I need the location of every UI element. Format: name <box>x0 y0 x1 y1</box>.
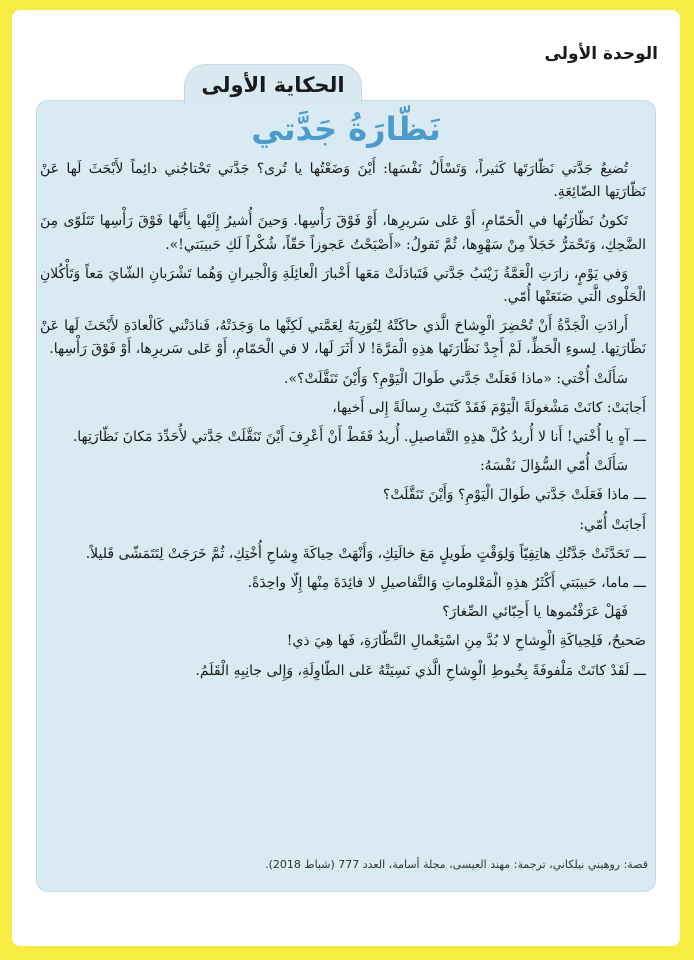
story-tab: الحكاية الأولى <box>184 64 362 105</box>
paragraph-13: فَهَلْ عَرَفْتُموها يا أَحِبّائي الصِّغارَ؟ <box>442 604 628 621</box>
paragraph-14: صَحيحٌ، فَلِحِياكَةِ الْوِشاحِ لا بُدَّ مِنِ اسْتِعْمالِ النَّظّارَةِ، فَها هِيَ ذي! <box>286 633 646 650</box>
paragraph-3: وَفي يَوْمٍ، زارَتِ الْعَمَّةُ زَيْنَبُ جَدَّتي فَتَبادَلَتْ مَعَها أَخْبارَ الْعائِلَةِ وَالْجيرانِ وَهُما تَشْرَبانِ الشّايَ مَعاً وَتَأْكُلانِ الْحَلْوى الَّتي صَنَعَتْها أُمّي. <box>40 265 646 306</box>
story-title: نَظّارَةُ جَدَّتي <box>251 110 441 148</box>
paragraph-4: أَرادَتِ الْجَدَّةُ أَنْ تُحْضِرَ الْوِشاحَ الَّذي حاكَتْهُ لِتُوَرِيَهُ لِعَمَّتي لَكِنَّها ما وَجَدَتْهُ، فَنادَتْني كَالْعادَةِ لأَبْحَثَ لَها عَنْ نَظّارَتِها. لِسوءِ الْحَظِّ، لَمْ أَجِدْ نَظّارَتَها هذِهِ الْمَرَّةَ! لا أَثَرَ لَها، لا في الْحَمّامِ، أَوْ عَلى سَريرِها، أَوْ فَوْقَ رَأْسِها. <box>40 318 646 358</box>
page <box>12 10 680 946</box>
paragraph-12: ـــ ماما، حَبيبَتي أَكْثَرُ هذِهِ الْمَعْلوماتِ وَالتَّفاصيلِ لا فائِدَةَ مِنْها إِلّا واحِدَةً. <box>247 575 646 592</box>
paragraph-7: ـــ آهٍ يا أُخْتي! أَنا لا أُريدُ كُلَّ هذِهِ التَّفاصيلِ. أُريدُ فَقَطْ أَنْ أَعْرِفَ أَيْنَ تَنَقَّلَتْ جَدَّتي لأُحَدِّدَ مَكانَ نَظّارَتِها. <box>72 429 646 446</box>
paragraph-9: ـــ ماذا فَعَلَتْ جَدَّتي طَوالَ الْيَوْمِ؟ وَأَيْنَ تَنَقَّلَتْ؟ <box>382 487 646 504</box>
paragraph-1: تُضيعُ جَدَّتي نَظّارَتَها كَثيراً، وَتَسْأَلُ نَفْسَها: أَيْنَ وَضَعْتُها يا تُرى؟ جَدَّتي تَحْتاجُني دائِماً لأَبْحَثَ لَها عَنْ نَظّارَتِها الضّائِعَةِ. <box>40 161 646 201</box>
paragraph-2: تَكونُ نَظّارَتُها في الْحَمّامِ، أَوْ عَلى سَريرِها، أَوْ فَوْقَ رَأْسِها. وَحينَ أُشيرُ إِلَيْها بِأَنَّها فَوْقَ رَأْسِها تَتَلَوّى مِنَ الضَّحِكِ، وَتَحْمَرُّ خَجَلاً مِنْ سَهْوِها، ثُمَّ تَقولُ: «أَصْبَحْتُ عَجوزاً حَقّاً، شُكْراً لَكِ حَبيبَتي!». <box>40 213 646 253</box>
paragraph-15: ـــ لَقَدْ كانَتْ مَلْفوفَةً بِخُيوطِ الْوِشاحِ الَّذي نَسِيَتْهُ عَلى الطّاوِلَةِ، وَإِلى جانِبِهِ الْقَلَمُ. <box>195 662 646 679</box>
unit-label: الوحدة الأولى <box>544 44 658 64</box>
paragraph-8: سَأَلَتْ أُمّي السُّؤالَ نَفْسَهُ: <box>479 458 628 475</box>
paragraph-11: ـــ تَحَدَّثَتْ جَدَّتُكِ هاتِفِيّاً وَلِوَقْتٍ طَويلٍ مَعَ خالَتِكِ، وَأَنْهَتْ حِياكَةَ وِشاحِ أُخْتِكِ، ثُمَّ خَرَجَتْ لِتَتَمَشّى قَليلاً. <box>85 545 646 562</box>
story-body <box>40 158 646 689</box>
paragraph-5: سَأَلَتْ أُخْتي: «ماذا فَعَلَتْ جَدَّتي طَوالَ الْيَوْمِ؟ وَأَيْنَ تَنَقَّلَتْ؟». <box>284 370 628 387</box>
source-citation: قصة: روهيني نيلكاني، ترجمة: مهند العيسى، مجلة أسامة، العدد 777 (شباط 2018). <box>265 858 648 871</box>
paragraph-6: أَجابَتْ: كانَتْ مَشْغولَةً الْيَوْمَ فَقَدْ كَتَبَتْ رِسالَةً إِلى أَخيها، <box>332 399 646 416</box>
paragraph-10: أَجابَتْ أُمّي: <box>579 516 646 533</box>
